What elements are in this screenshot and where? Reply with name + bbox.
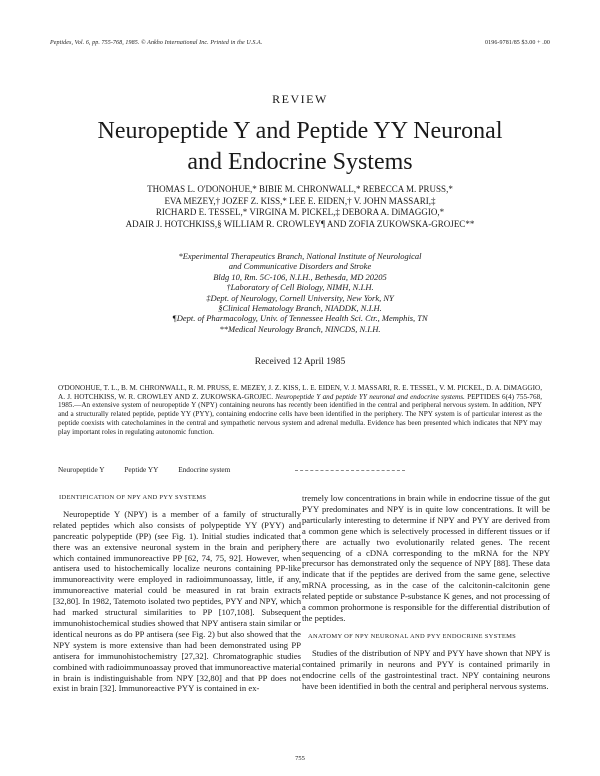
author-line: RICHARD E. TESSEL,* VIRGINA M. PICKEL,‡ DEBORA A. DiMAGGIO,* <box>155 207 445 218</box>
title-line: Neuropeptide Y and Peptide YY Neuronal <box>97 118 503 144</box>
affiliation-line: ¶Dept. of Pharmacology, Univ. of Tennessee Health Sci. Ctr., Memphis, TN <box>172 313 428 324</box>
keyword: Endocrine system <box>178 465 231 474</box>
abstract-body: —An extensive system of neuropeptide Y (NPY) containing neurons has recently been identified in the central and peripheral nervous system. In addition, NPY and a structurally related peptide, peptide YY (PYY), containing endocrine cells have been identified in the periphery. The NPY system is of particular interest as the peptide coexists with catecholamines in the central and sympathetic nervous system and adrenal medulla. Evidence has been presented which indicates that NPY may play important roles in regulating autonomic function. <box>58 401 542 436</box>
author-line: EVA MEZEY,† JOZEF Z. KISS,* LEE E. EIDEN,† V. JOHN MASSARI,‡ <box>164 195 436 206</box>
received-date: Received 12 April 1985 <box>254 357 346 367</box>
keyword-divider <box>295 470 405 471</box>
body-paragraph: tremely low concentrations in brain while in endocrine tissue of the gut PYY predominates and NPY is in quite low concentrations. It will be particularly interesting to determine if NPY and PYY are derived from a common gene which is selectively processed in different tissues or if there are actually two evolutionarily related genes. The recent sequencing of a cDNA corresponding to the mRNA for the NPY precursor has demonstrated only the sequence of NPY [88]. These data indicate that if the peptides are derived from the same gene, selective mRNA processing, as in the case of the calcitonin-calcitonin gene related peptide or substance P-substance K genes, and not processing of a common prohormone is responsible for the differential distribution of the peptides. <box>302 493 550 623</box>
title-line: and Endocrine Systems <box>187 149 413 175</box>
abstract <box>58 384 542 436</box>
author-line: THOMAS L. O'DONOHUE,* BIBIE M. CHRONWALL,* REBECCA M. PRUSS,* <box>147 184 453 194</box>
affiliation-line: Bldg 10, Rm. 5C-106, N.I.H., Bethesda, MD 20205 <box>213 271 387 282</box>
affiliation-line: and Communicative Disorders and Stroke <box>228 261 372 272</box>
section-heading: IDENTIFICATION OF NPY AND PYY SYSTEMS <box>59 494 207 501</box>
affiliation-line: †Laboratory of Cell Biology, NIMH, N.I.H. <box>226 282 374 293</box>
abstract-cited-ref: PEPTIDES 6(4) 755-768, 1985. <box>58 392 543 410</box>
keyword: Neuropeptide Y <box>58 465 105 474</box>
issn: 0196-9781/85 $3.00 + .00 <box>485 40 550 46</box>
section-heading: ANATOMY OF NPY NEURONAL AND PYY ENDOCRINE SYSTEMS <box>308 632 517 640</box>
keywords <box>58 465 248 474</box>
affiliation-line: *Experimental Therapeutics Branch, National Institute of Neurological <box>178 251 422 261</box>
paper-title <box>0 116 600 178</box>
left-column <box>53 493 301 694</box>
page-number: 755 <box>295 755 305 762</box>
abstract-citation: O'DONOHUE, T. L., B. M. CHRONWALL, R. M. PRUSS, E. MEZEY, J. Z. KISS, L. E. EIDEN, V. J. MASSARI, R. E. TESSEL, V. M. PICKEL, D. A. DiMAGGIO, A. J. HOTCHKISS, W. R. CROWLEY AND Z. ZUKOWSKA-GROJEC. <box>58 384 542 401</box>
right-column <box>302 493 550 691</box>
affiliation-line: **Medical Neurology Branch, NINCDS, N.I.H. <box>219 323 381 334</box>
affiliation-line: §Clinical Hematology Branch, NIADDK, N.I.H. <box>218 303 382 314</box>
author-line: ADAIR J. HOTCHKISS,§ WILLIAM R. CROWLEY¶ AND ZOFIA ZUKOWSKA-GROJEC** <box>125 218 475 229</box>
body-paragraph: Studies of the distribution of NPY and PYY have shown that NPY is contained primarily in neurons and PYY is contained primarily in endocrine cells of the gastrointestinal tract. NPY containing neurons have been identified in both the central and peripheral nervous systems. <box>302 647 550 691</box>
keyword: Peptide YY <box>124 465 159 474</box>
affiliation-line: ‡Dept. of Neurology, Cornell University, New York, NY <box>206 292 394 303</box>
body-paragraph: Neuropeptide Y (NPY) is a member of a family of structurally related peptides which also consists of polypeptide YY (PYY) and pancreatic polypeptide (PP) (see Fig. 1). Initial studies indicated that there was an extensive neuronal system in the brain and periphery which contained immunoreactive PP [62, 74, 75, 92]. However, when antisera used to histochemically localize neurons containing PP-like immunoreactivity were employed in radioimmunoassay, little, if any, immunoreactive material could be measured in rat brain extracts [32,80]. In 1982, Tatemoto isolated two peptides, PYY and NPY, which had marked structural similarities to PP [107,108]. Subsequent immunohistochemical studies showed that NPY antisera stain similar or identical neurons as do PP antisera (see Fig. 2) but also showed that the NPY system is more extensive than had been demonstrated using PP antisera for immunohistochemistry [27,32]. Chromatographic studies combined with radioimmunoassay proved that immunoreactive material in brain is indistinguishable from NPY [32,80] and that PP does not exist in brain [32]. Immunoreactive PYY is contained in ex- <box>53 508 301 694</box>
abstract-cited-title: Neuropeptide Y and peptide YY neuronal and endocrine systems. <box>275 392 465 401</box>
running-header <box>50 40 550 46</box>
journal-info: Peptides, Vol. 6, pp. 755-768, 1985. © Ankho International Inc. Printed in the U.S.A. <box>50 40 263 46</box>
affiliations <box>0 251 600 334</box>
section-label: REVIEW <box>272 92 328 106</box>
author-list <box>0 184 600 230</box>
